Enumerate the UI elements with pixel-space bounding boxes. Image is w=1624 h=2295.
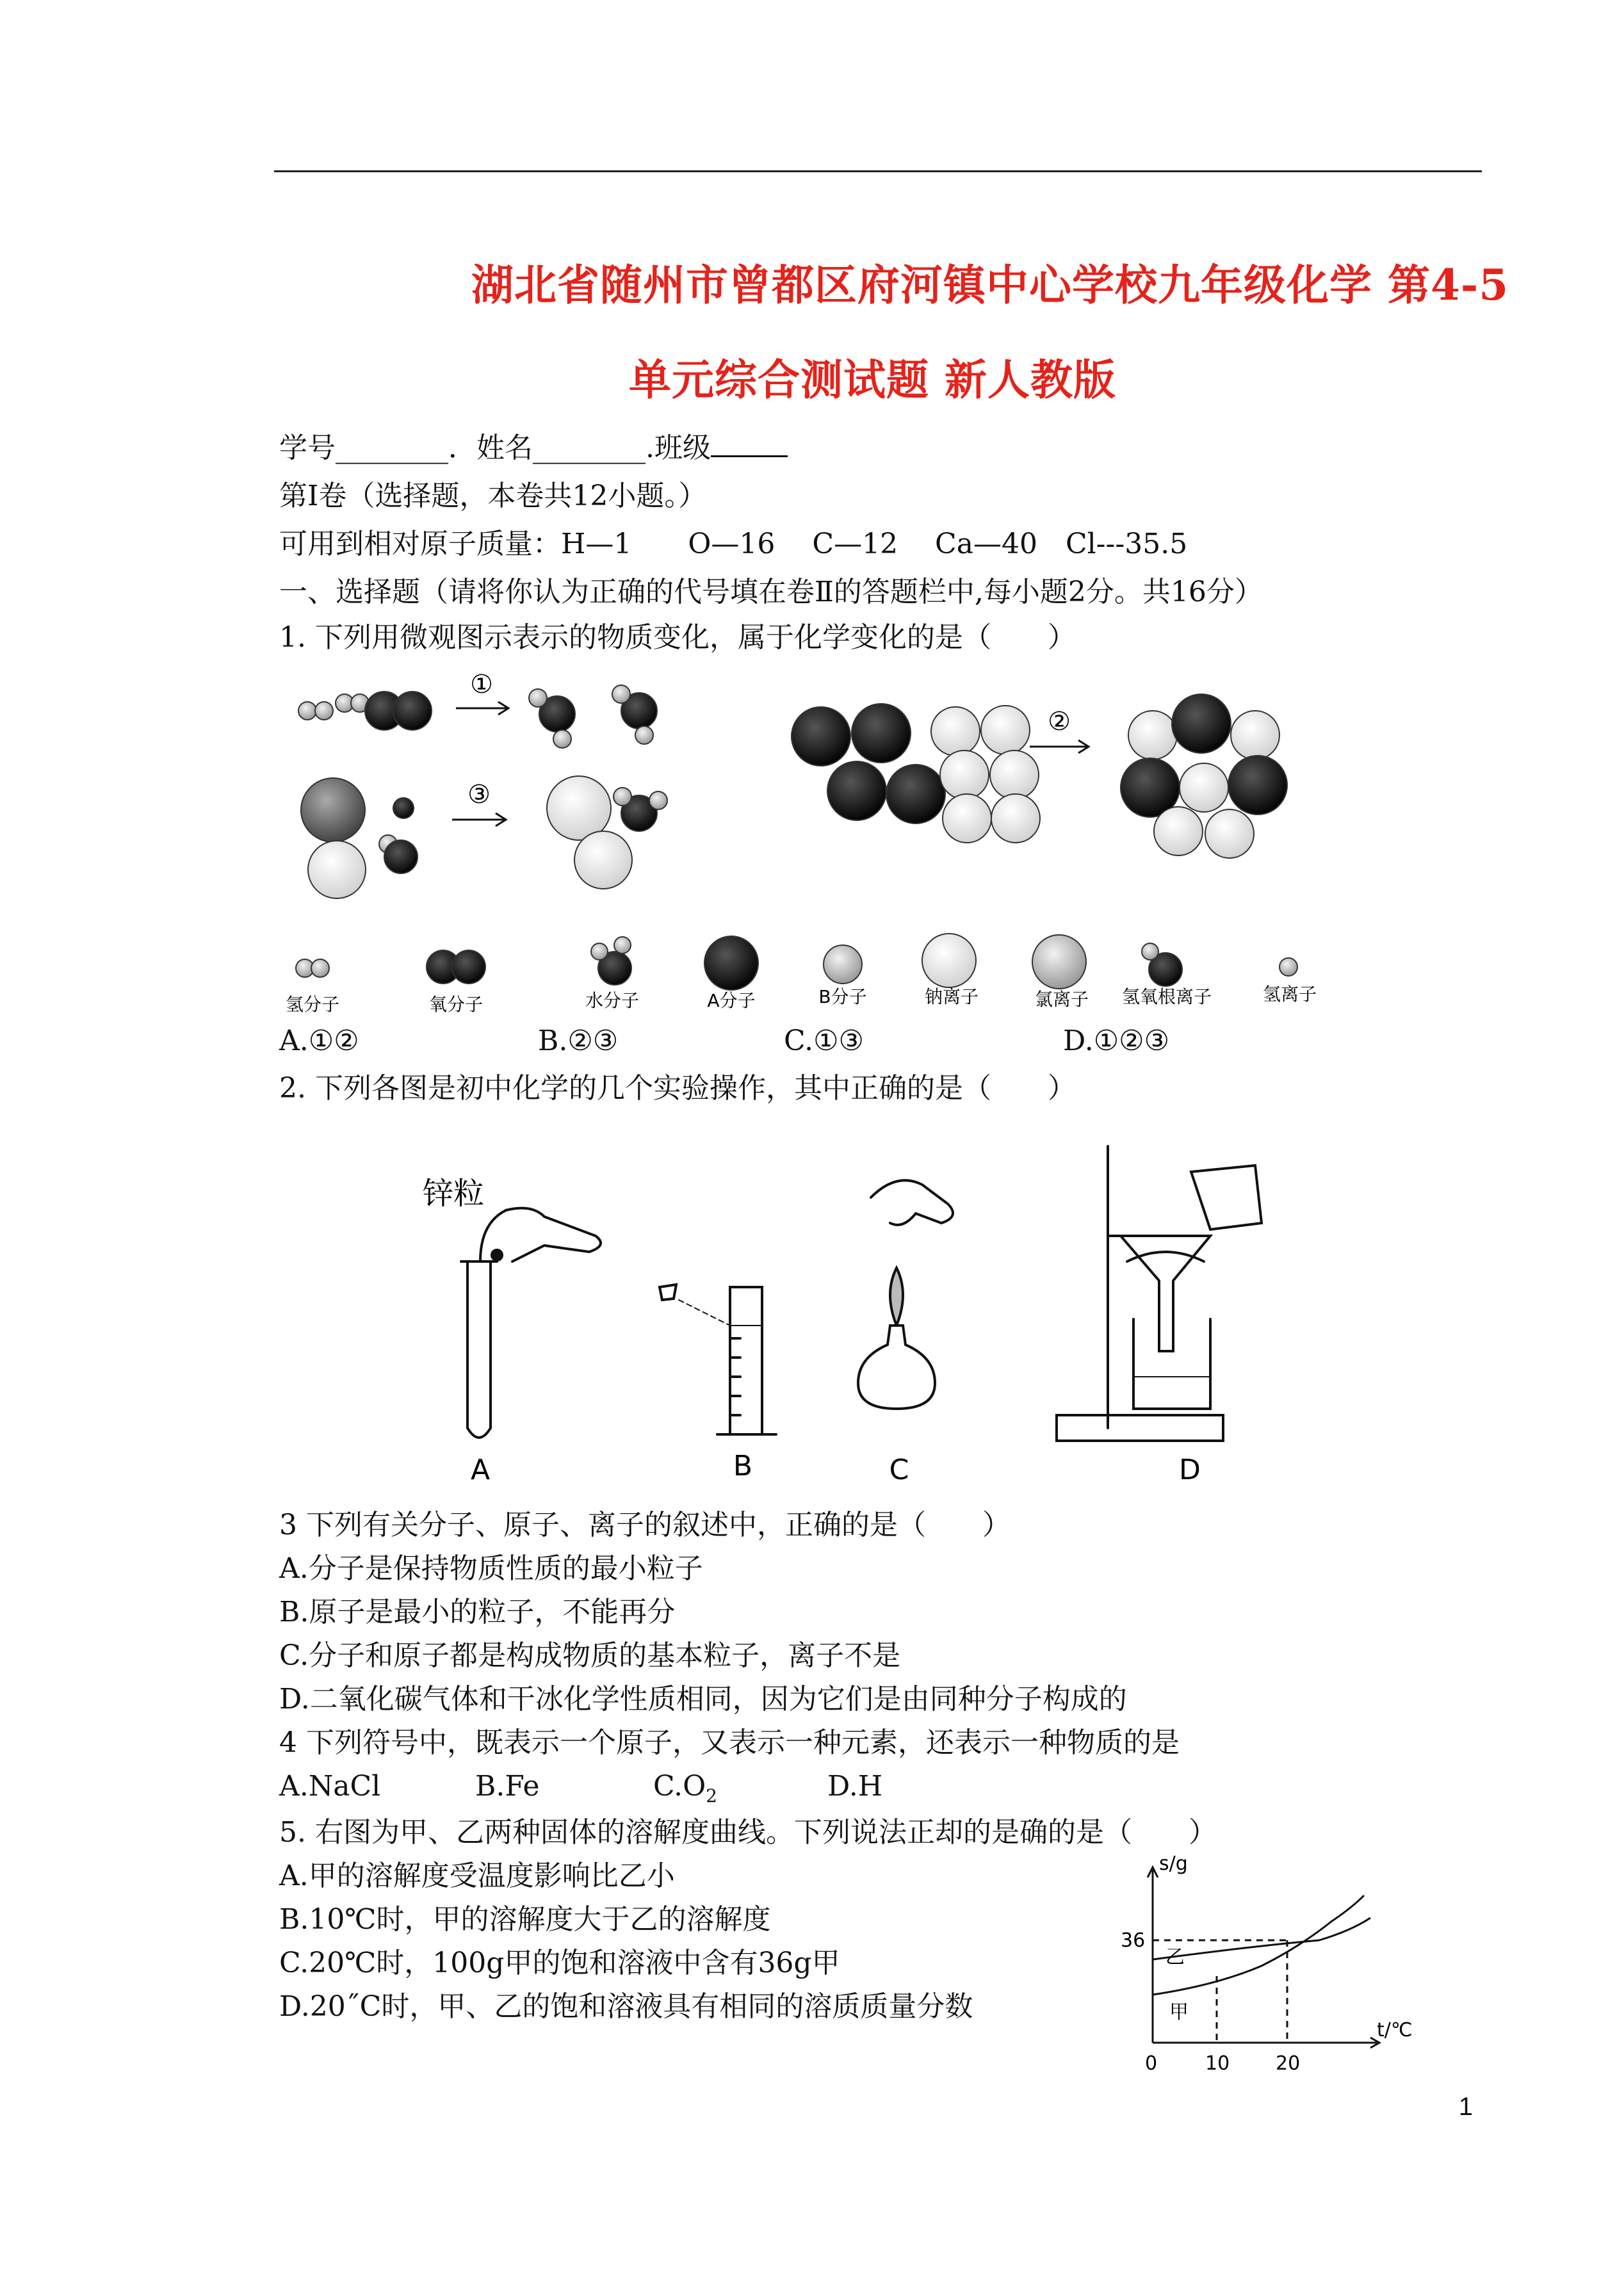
legend-hydrogen-ion: 氢离子 xyxy=(1262,984,1317,1005)
q2-label-a: A xyxy=(470,1454,491,1486)
graph-x-label: t/℃ xyxy=(1377,2019,1413,2041)
q1-option-b: B.②③ xyxy=(538,1025,619,1057)
legend-water-molecule: 水分子 xyxy=(585,990,640,1011)
graph-x-tick-0: 0 xyxy=(1145,2052,1158,2075)
volume-line: 第Ⅰ卷（选择题，本卷共12小题。） xyxy=(279,480,707,512)
q1-option-c: C.①③ xyxy=(784,1025,864,1057)
q1-option-a: A.①② xyxy=(279,1025,359,1057)
student-info-text: 学号________．姓名________.班级 xyxy=(279,432,711,464)
q2-lab-diagram xyxy=(384,1133,1345,1492)
legend-a-molecule: A分子 xyxy=(707,990,756,1011)
arrow-label-3: ③ xyxy=(467,780,491,809)
graph-y-tick-36: 36 xyxy=(1121,1929,1146,1952)
q2-label-b: B xyxy=(733,1450,753,1482)
q5-stem: 5. 右图为甲、乙两种固体的溶解度曲线。下列说法正却的是确的是（ ） xyxy=(279,1816,1217,1849)
q5-option-b: B.10℃时，甲的溶解度大于乙的溶解度 xyxy=(279,1903,771,1936)
page-number: 1 xyxy=(1458,2093,1473,2121)
q1-option-d: D.①②③ xyxy=(1063,1025,1170,1057)
atomic-mass-line: 可用到相对原子质量：H—1 O—16 C—12 Ca—40 Cl---35.5 xyxy=(279,528,1188,560)
zinc-label: 锌粒 xyxy=(423,1176,485,1212)
q4-option-c: $C.O_2$ xyxy=(653,1770,717,1806)
q4-stem: 4 下列符号中，既表示一个原子，又表示一种元素，还表示一种物质的是 xyxy=(279,1726,1180,1759)
curve-label-jia: 甲 xyxy=(1169,2001,1189,2023)
graph-y-label: s/g xyxy=(1159,1853,1188,1875)
q1-stem: 1. 下列用微观图示表示的物质变化，属于化学变化的是（ ） xyxy=(279,621,1076,654)
q4-option-b: B.Fe xyxy=(475,1770,540,1803)
title-line-1: 湖北省随州市曾都区府河镇中心学校九年级化学 第4-5 xyxy=(471,260,1509,310)
legend-sodium-ion: 钠离子 xyxy=(924,986,979,1007)
curve-label-yi: 乙 xyxy=(1165,1946,1185,1968)
q3-option-b: B.原子是最小的粒子，不能再分 xyxy=(279,1596,676,1628)
solubility-graph xyxy=(1108,1851,1413,2094)
q4-option-a: A.NaCl xyxy=(279,1770,381,1803)
q3-option-d: D.二氧化碳气体和干冰化学性质相同，因为它们是由同种分子构成的 xyxy=(279,1683,1127,1715)
legend-hydroxide-ion: 氢氧根离子 xyxy=(1121,986,1212,1007)
q2-label-d: D xyxy=(1179,1454,1201,1486)
q2-label-c: C xyxy=(889,1454,909,1486)
q3-option-c: C.分子和原子都是构成物质的基本粒子，离子不是 xyxy=(279,1639,901,1672)
legend-b-molecule: B分子 xyxy=(818,986,867,1007)
header-rule xyxy=(274,170,1482,172)
q5-option-d: D.20˝C时，甲、乙的饱和溶液具有相同的溶质质量分数 xyxy=(279,1990,973,2023)
q2-stem: 2. 下列各图是初中化学的几个实验操作，其中正确的是（ ） xyxy=(279,1072,1076,1105)
legend-hydrogen-molecule: 氢分子 xyxy=(285,994,340,1015)
q4-option-d: D.H xyxy=(827,1770,883,1803)
legend-oxygen-molecule: 氧分子 xyxy=(428,994,483,1015)
q5-option-c: C.20℃时，100g甲的饱和溶液中含有36g甲 xyxy=(279,1947,840,1979)
arrow-label-2: ② xyxy=(1048,707,1071,736)
q1-particle-diagram xyxy=(275,666,1402,1025)
title-line-2: 单元综合测试题 新人教版 xyxy=(629,355,1116,405)
student-info-line xyxy=(279,429,788,467)
q3-option-a: A.分子是保持物质性质的最小粒子 xyxy=(279,1552,703,1585)
section-heading: 一、选择题（请将你认为正确的代号填在卷Ⅱ的答题栏中,每小题2分。共16分） xyxy=(279,576,1263,608)
graph-x-tick-20: 20 xyxy=(1276,2052,1301,2075)
graph-x-tick-10: 10 xyxy=(1205,2052,1230,2075)
arrow-label-1: ① xyxy=(470,670,493,699)
q5-option-a: A.甲的溶解度受温度影响比乙小 xyxy=(279,1860,675,1892)
class-blank xyxy=(711,430,788,457)
q3-stem: 3 下列有关分子、原子、离子的叙述中，正确的是（ ） xyxy=(279,1509,1011,1541)
o2-subscript: 2 xyxy=(706,1785,717,1806)
legend-chloride-ion: 氯离子 xyxy=(1034,989,1089,1010)
